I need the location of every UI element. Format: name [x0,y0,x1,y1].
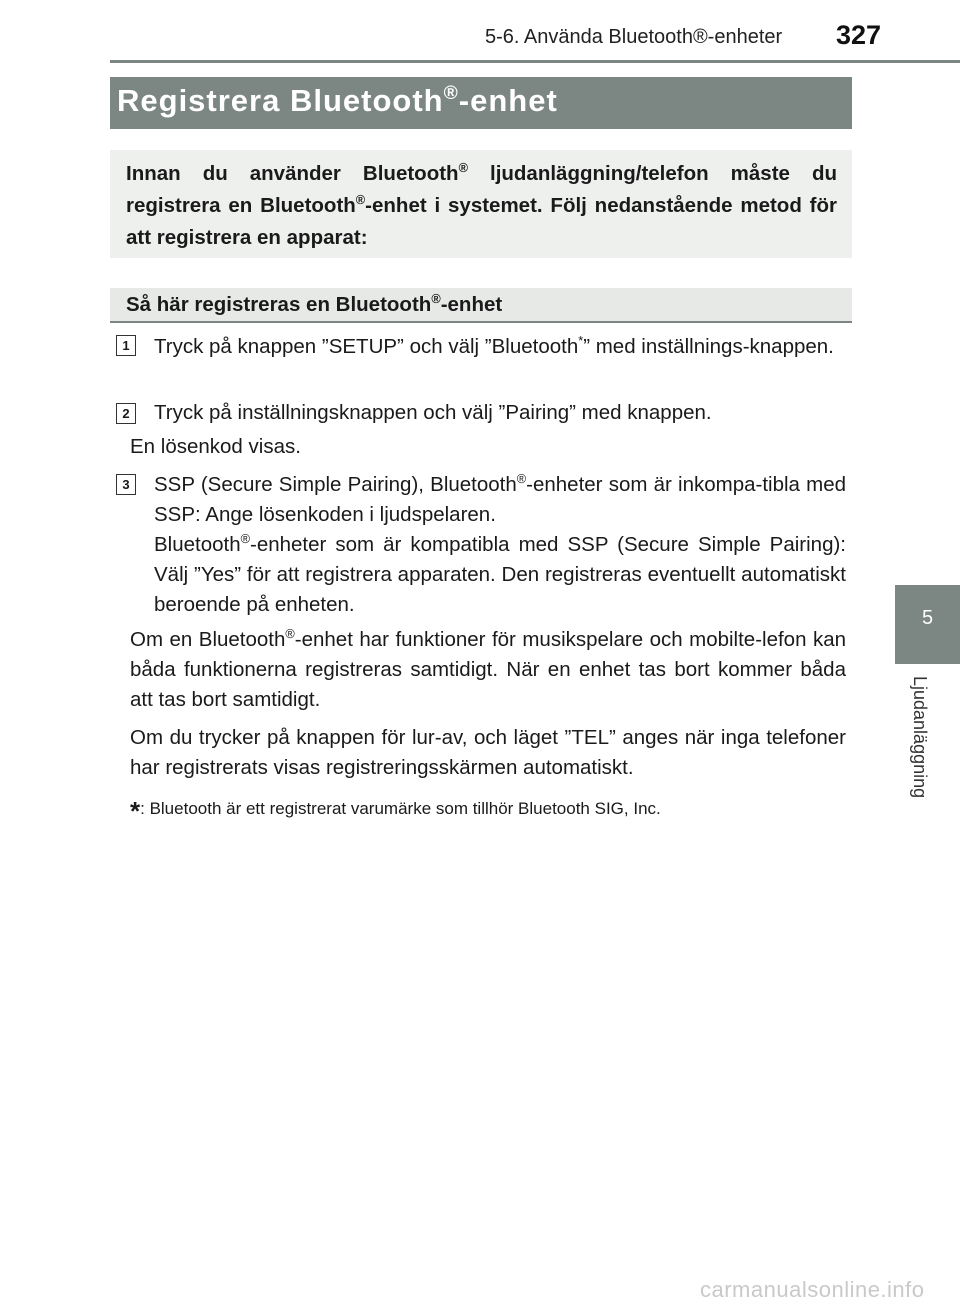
watermark: carmanualsonline.info [700,1277,925,1302]
auto-registration-paragraph: Om du trycker på knappen för lur-av, och läget ”TEL” anges när inga telefoner har registrerats visas registreringsskärmen automatiskt. [130,726,846,779]
subheading-text: Så här registreras en Bluetooth®-enhet [126,290,503,316]
step-number-box: 2 [116,403,136,424]
page-number: 327 [836,20,882,50]
step-1-text: Tryck på knappen ”SETUP” och välj ”Bluetooth*” med inställnings-knappen. [154,332,834,358]
chapter-number: 5 [921,607,934,629]
section-title: Registrera Bluetooth®-enhet [117,82,558,118]
step-2-text: Tryck på inställningsknappen och välj ”Pairing” med knappen. [154,401,712,424]
footnote: *: Bluetooth är ett registrerat varumärke som tillhör Bluetooth SIG, Inc. [130,796,661,826]
passcode-note: En lösenkod visas. [130,435,301,458]
intro-text: Innan du använder Bluetooth® ljudanläggning/telefon måste du registrera en Bluetooth®-enhet i systemet. Följ nedanstående metod för att registrera en apparat: [126,159,838,249]
step-number-box: 1 [116,335,136,356]
header-rule [110,60,960,63]
multi-function-paragraph: Om en Bluetooth®-enhet har funktioner för musikspelare och mobilte-lefon kan båda funktionerna registreras samtidigt. När en enhet tas bort kommer båda att tas bort samtidigt. [130,625,846,711]
subheading [110,288,852,323]
chapter-side-label: Ljudanläggning [910,676,930,799]
footnote-star: * [130,796,141,826]
section-title-bar [110,77,852,129]
running-header-section: 5-6. Använda Bluetooth®-enheter [485,26,783,48]
step-3-text: SSP (Secure Simple Pairing), Bluetooth®-enheter som är inkompa-tibla med SSP: Ange lösenkoden i ljudspelaren. Bluetooth®-enheter som är kompatibla med SSP (Secure Simple Pairing): Välj ”Yes” för att registrera apparaten. Den registreras eventuellt automatiskt beroende på enheten. [154,470,846,616]
chapter-side-tab [895,585,960,664]
intro-box [110,150,852,258]
step-number-box: 3 [116,474,136,495]
